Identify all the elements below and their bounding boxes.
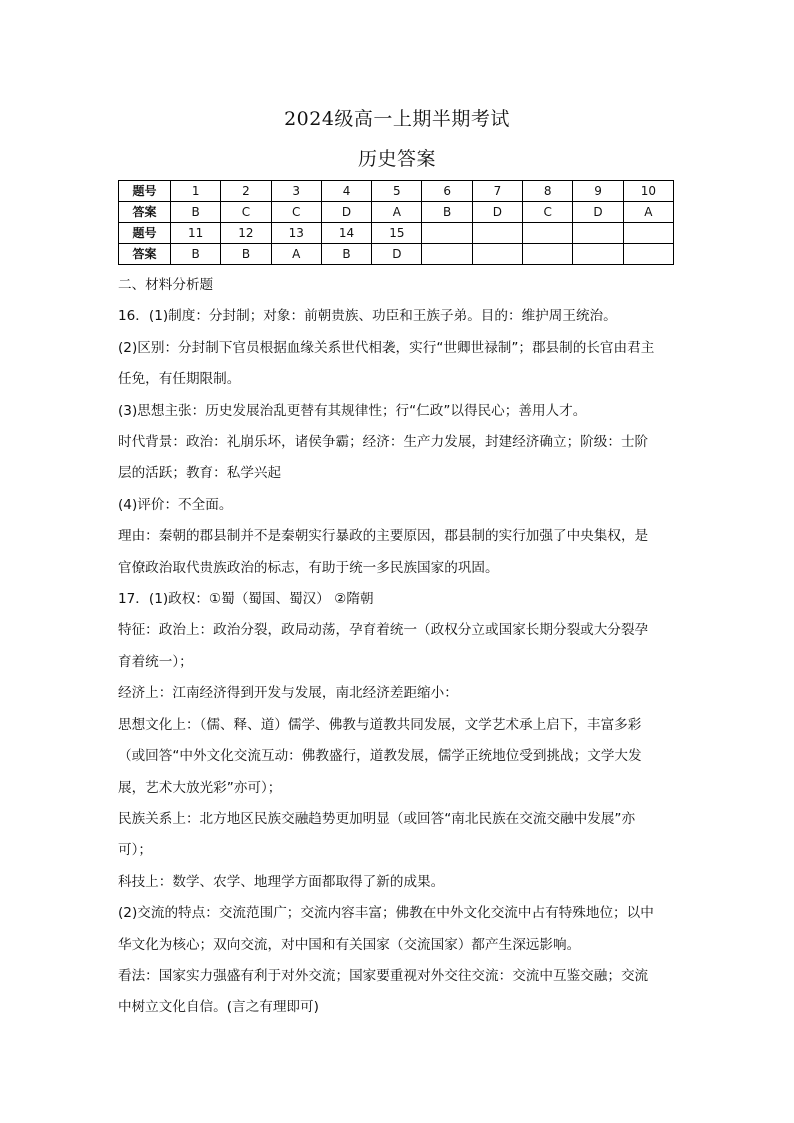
answer-line: 特征：政治上：政治分裂，政局动荡，孕育着统一（政权分立或国家长期分裂或大分裂孕 (118, 622, 649, 639)
table-cell: D (321, 202, 371, 223)
answer-table (118, 180, 674, 265)
answer-line: (2)交流的特点：交流范围广；交流内容丰富；佛教在中外文化交流中占有特殊地位；以中 (118, 905, 654, 922)
answer-line: 时代背景：政治：礼崩乐坏，诸侯争霸；经济：生产力发展，封建经济确立；阶级：士阶 (118, 434, 649, 451)
table-cell: 12 (221, 223, 271, 244)
answer-line: 任免，有任期限制。 (118, 371, 241, 388)
answer-line: 层的活跃；教育：私学兴起 (118, 465, 282, 482)
table-cell (573, 244, 623, 265)
table-cell (472, 223, 522, 244)
answer-line: 16．(1)制度：分封制；对象：前朝贵族、功臣和王族子弟。目的：维护周王统治。 (118, 308, 617, 325)
answer-line: 中树立文化自信。(言之有理即可) (118, 999, 319, 1016)
table-cell: A (271, 244, 321, 265)
table-cell (422, 223, 472, 244)
row-header-cell: 答案 (119, 202, 171, 223)
answer-line: 理由：秦朝的郡县制并不是秦朝实行暴政的主要原因，郡县制的实行加强了中央集权，是 (118, 528, 649, 545)
answer-line: (2)区别：分封制下官员根据血缘关系世代相袭，实行“世卿世禄制”；郡县制的长官由君主 (118, 339, 655, 356)
table-cell: C (271, 202, 321, 223)
table-cell: 7 (472, 181, 522, 202)
table-cell: B (171, 244, 221, 265)
answer-row (119, 244, 674, 265)
answer-line: 思想文化上：（儒、释、道）儒学、佛教与道教共同发展，文学艺术承上启下，丰富多彩 (118, 716, 642, 733)
table-cell: 9 (573, 181, 623, 202)
material-analysis-section (118, 270, 678, 1024)
table-cell: D (573, 202, 623, 223)
table-cell (472, 244, 522, 265)
section-heading: 二、材料分析题 (118, 277, 214, 293)
answer-line: 看法：国家实力强盛有利于对外交流；国家要重视对外交往交流：交流中互鉴交融；交流 (118, 967, 649, 984)
table-cell: 1 (171, 181, 221, 202)
table-cell: B (422, 202, 472, 223)
table-cell (623, 223, 673, 244)
row-header-cell: 题号 (119, 181, 171, 202)
table-cell: C (523, 202, 573, 223)
answer-line: (3)思想主张：历史发展治乱更替有其规律性；行“仁政”以得民心；善用人才。 (118, 402, 587, 419)
table-cell: 13 (271, 223, 321, 244)
table-cell (623, 244, 673, 265)
answer-row (119, 202, 674, 223)
answer-line: 华文化为核心；双向交流，对中国和有关国家（交流国家）都产生深远影响。 (118, 936, 581, 953)
table-cell: 2 (221, 181, 271, 202)
answer-line: 可）； (118, 842, 152, 859)
table-cell: B (321, 244, 371, 265)
table-cell: C (221, 202, 271, 223)
row-header-cell: 题号 (119, 223, 171, 244)
answer-line: 育着统一）； (118, 653, 193, 670)
answer-line: 经济上：江南经济得到开发与发展，南北经济差距缩小： (118, 685, 458, 702)
table-cell: 11 (171, 223, 221, 244)
table-cell: 8 (523, 181, 573, 202)
answer-line: 民族关系上：北方地区民族交融趋势更加明显（或回答“南北民族在交流交融中发展”亦 (118, 810, 636, 827)
table-cell: B (221, 244, 271, 265)
answer-line: 官僚政治取代贵族政治的标志，有助于统一多民族国家的巩固。 (118, 559, 499, 576)
table-cell: 4 (321, 181, 371, 202)
question-number-row (119, 223, 674, 244)
table-cell: 3 (271, 181, 321, 202)
table-cell: 10 (623, 181, 673, 202)
table-cell: D (372, 244, 422, 265)
answer-line: (4)评价：不全面。 (118, 496, 233, 513)
table-cell: D (472, 202, 522, 223)
table-cell (523, 244, 573, 265)
table-cell: A (623, 202, 673, 223)
answer-line: 17．(1)政权：①蜀（蜀国、蜀汉） ②隋朝 (118, 591, 374, 608)
table-cell: 15 (372, 223, 422, 244)
answer-subtitle: 历史答案 (357, 148, 436, 170)
table-cell (523, 223, 573, 244)
table-cell: 14 (321, 223, 371, 244)
exam-title: 2024级高一上期半期考试 (284, 108, 510, 130)
answer-line: 展，艺术大放光彩”亦可）； (118, 779, 282, 796)
answer-line: 科技上：数学、农学、地理学方面都取得了新的成果。 (118, 873, 445, 890)
table-cell: A (372, 202, 422, 223)
row-header-cell: 答案 (119, 244, 171, 265)
table-cell (573, 223, 623, 244)
answer-lines (118, 301, 678, 1023)
table-cell: 6 (422, 181, 472, 202)
answer-line: （或回答“中外文化交流互动：佛教盛行，道教发展，儒学正统地位受到挑战；文学大发 (118, 748, 642, 765)
table-cell: 5 (372, 181, 422, 202)
question-number-row (119, 181, 674, 202)
table-cell (422, 244, 472, 265)
table-cell: B (171, 202, 221, 223)
